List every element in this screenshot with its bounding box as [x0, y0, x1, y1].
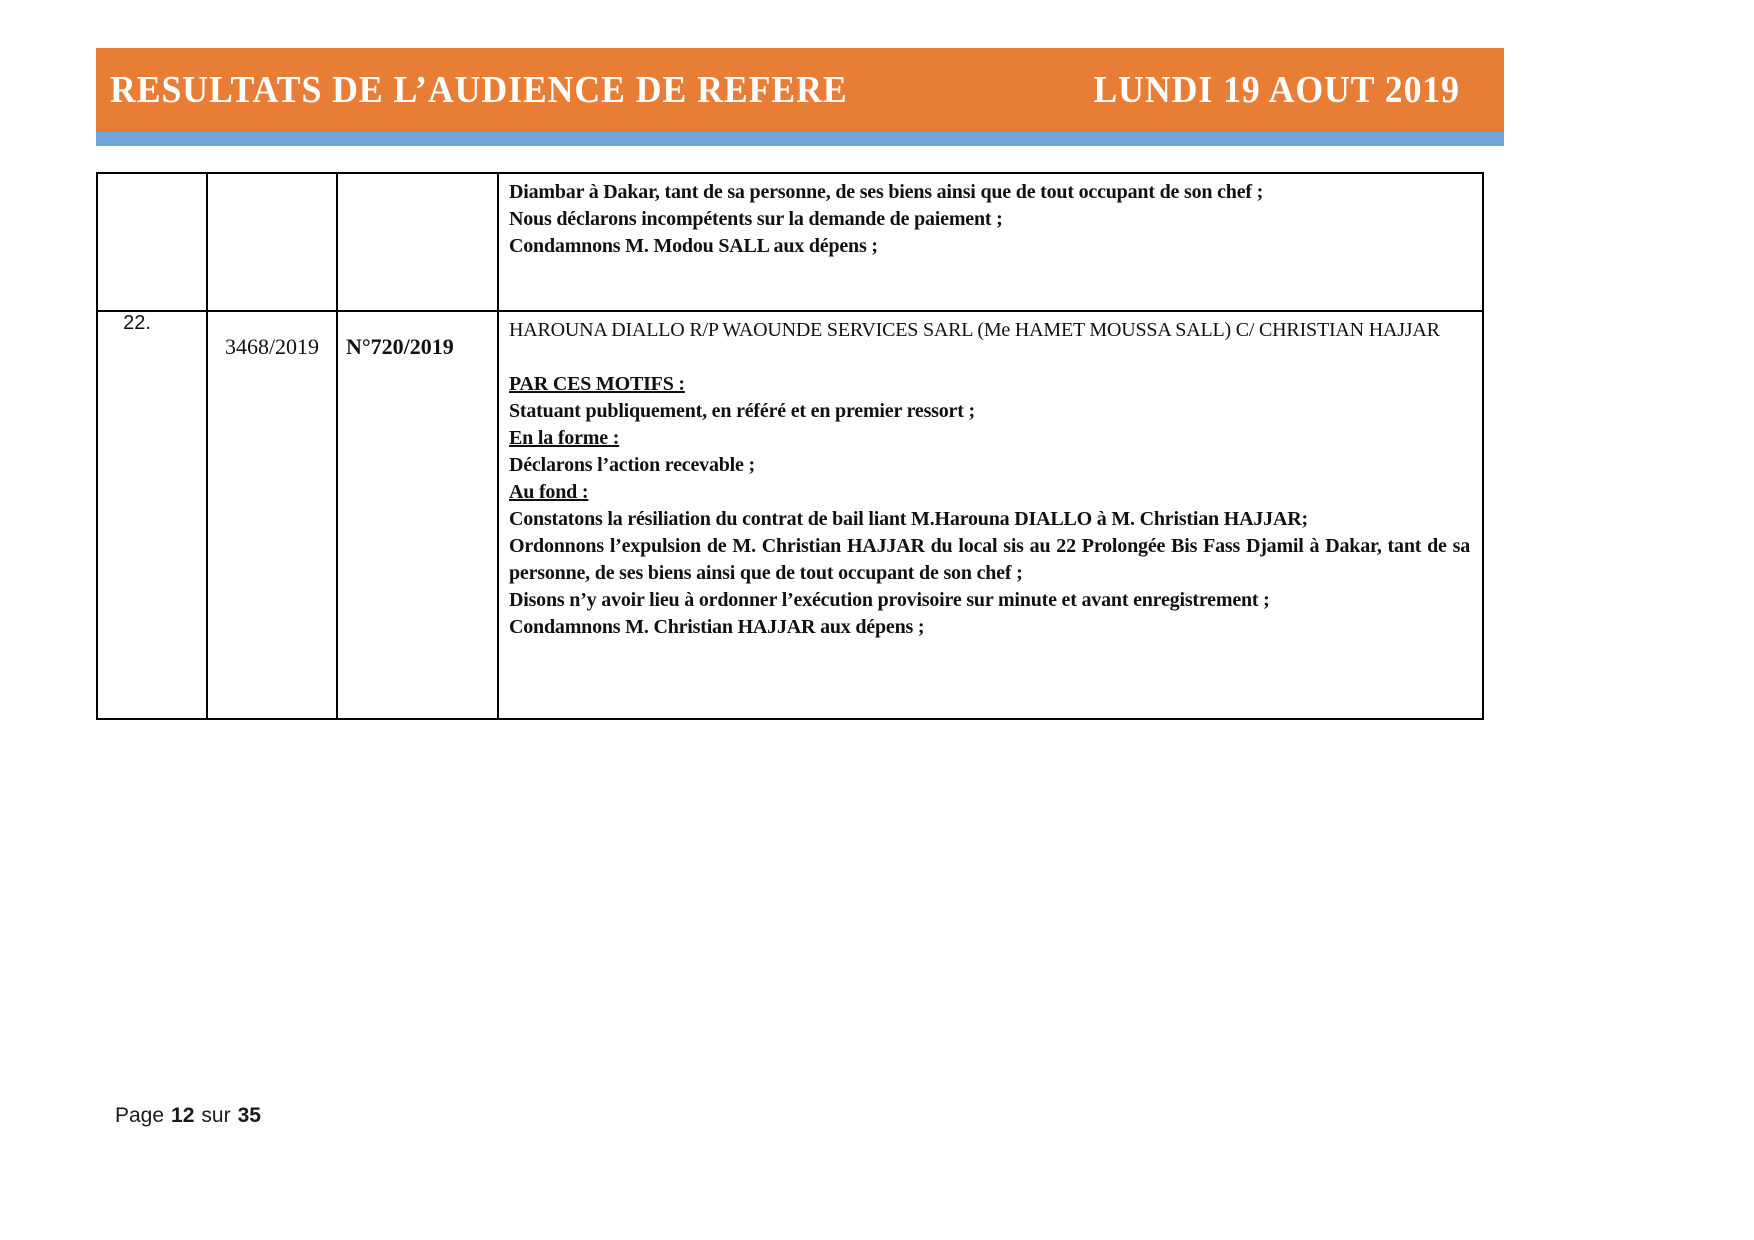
decision-paragraph: Condamnons M. Modou SALL aux dépens ; [509, 235, 878, 257]
rg-number-cell: 3468/2019 [207, 311, 337, 719]
order-number-cell [337, 173, 498, 311]
decision-paragraph: Statuant publiquement, en référé et en premier ressort ; [509, 400, 975, 422]
table-row [97, 173, 1483, 311]
decision-paragraph: Disons n’y avoir lieu à ordonner l’exécution provisoire sur minute et avant enregistrement ; [509, 589, 1270, 611]
case-index-cell [97, 173, 207, 311]
case-index-cell: 22. [97, 311, 207, 719]
header-date: LUNDI 19 AOUT 2019 [1093, 69, 1460, 111]
header-banner [96, 48, 1504, 132]
decision-paragraph: Déclarons l’action recevable ; [509, 454, 755, 476]
decision-paragraph: Constatons la résiliation du contrat de bail liant M.Harouna DIALLO à M. Christian HAJJAR; [509, 508, 1308, 530]
decision-paragraph: Au fond : [509, 481, 589, 503]
decision-paragraph: Ordonnons l’expulsion de M. Christian HAJJAR du local sis au 22 Prolongée Bis Fass Djamil à Dakar, tant de sa personne, de ses biens ainsi que de tout occupant de son chef ; [509, 535, 1470, 584]
footer-separator: sur [201, 1104, 231, 1127]
page-title: RESULTATS DE L’AUDIENCE DE REFERE [110, 69, 848, 111]
page-footer [115, 1104, 261, 1128]
footer-total-pages: 35 [237, 1104, 261, 1127]
decision-spacer [509, 344, 1470, 371]
decision-paragraph: PAR CES MOTIFS : [509, 373, 685, 395]
footer-page-label: Page [115, 1104, 165, 1127]
decision-cell [498, 173, 1483, 311]
order-number-cell: N°720/2019 [337, 311, 498, 719]
rg-number-cell [207, 173, 337, 311]
decision-paragraph: HAROUNA DIALLO R/P WAOUNDE SERVICES SARL (Me HAMET MOUSSA SALL) C/ CHRISTIAN HAJJAR [509, 319, 1440, 341]
decision-paragraph: Diambar à Dakar, tant de sa personne, de ses biens ainsi que de tout occupant de son chef ; [509, 181, 1264, 203]
table-row [97, 311, 1483, 719]
footer-page-number: 12 [171, 1104, 195, 1127]
decision-cell [498, 311, 1483, 719]
header-stripe [96, 132, 1504, 146]
decision-paragraph: Nous déclarons incompétents sur la demande de paiement ; [509, 208, 1003, 230]
results-table [96, 172, 1484, 720]
decision-paragraph: Condamnons M. Christian HAJJAR aux dépens ; [509, 616, 925, 638]
decision-paragraph: En la forme : [509, 427, 620, 449]
